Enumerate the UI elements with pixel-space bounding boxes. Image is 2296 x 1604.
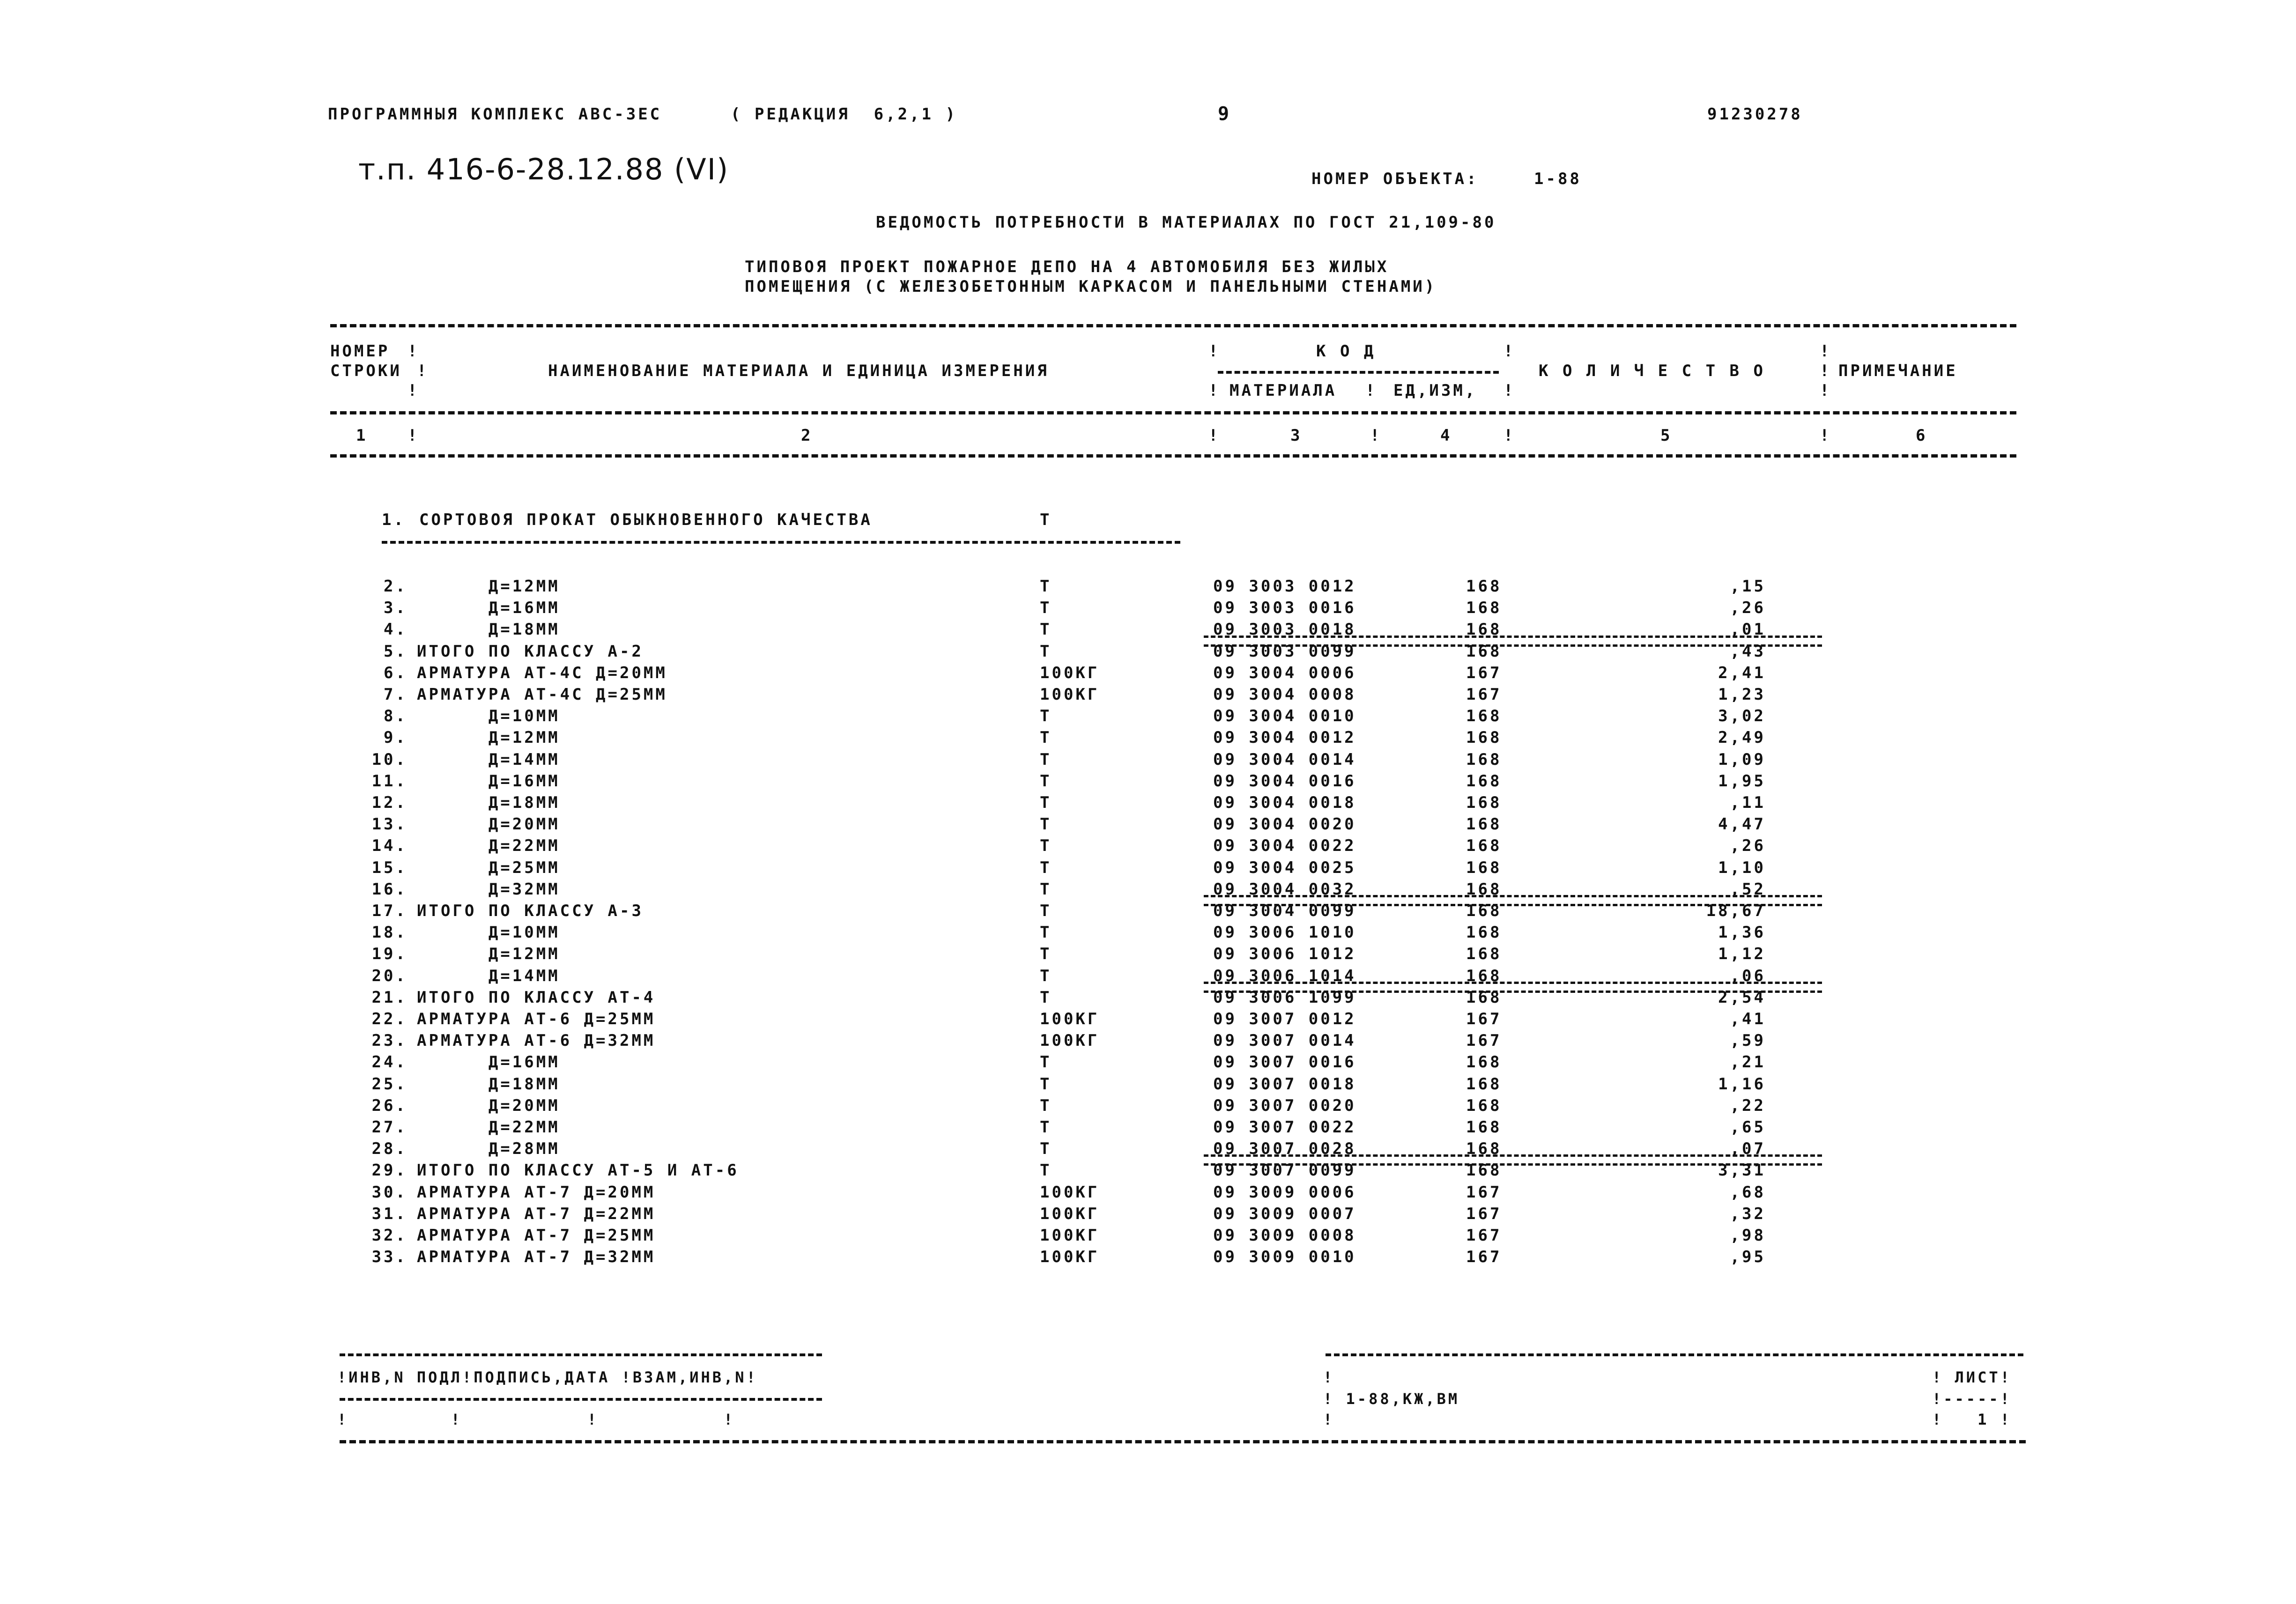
- row-number: 9.: [384, 728, 407, 747]
- material-code: 09 3004 0032: [1213, 880, 1356, 899]
- table-row: [0, 772, 2014, 793]
- col-divider: !: [407, 381, 417, 400]
- table-row: [0, 988, 2014, 1010]
- col-material-label: МАТЕРИАЛА: [1229, 381, 1337, 400]
- material-code: 09 3007 0018: [1213, 1074, 1356, 1094]
- quantity: ,07: [1730, 1139, 1766, 1159]
- material-name: АРМАТУРА АТ-7 Д=20ММ: [417, 1183, 656, 1202]
- row-number: 32.: [371, 1226, 407, 1245]
- col-note-label: ПРИМЕЧАНИЕ: [1838, 362, 1958, 380]
- table-row: [0, 1183, 2014, 1205]
- quantity: 1,36: [1718, 923, 1766, 942]
- unit-of-measure: Т: [1040, 1096, 1052, 1115]
- col-code-label: К О Д: [1316, 342, 1376, 361]
- col-divider: !: [1820, 426, 1829, 445]
- unit-code: 168: [1466, 1053, 1502, 1072]
- unit-code: 168: [1466, 945, 1502, 964]
- doc-code-bar-top: !: [1323, 1368, 1335, 1386]
- quantity: 2,41: [1718, 663, 1766, 682]
- row-number: 2.: [384, 577, 407, 596]
- material-code: 09 3004 0022: [1213, 836, 1356, 856]
- material-name: АРМАТУРА АТ-6 Д=25ММ: [417, 1010, 656, 1028]
- material-name: АРМАТУРА АТ-6 Д=32ММ: [417, 1031, 656, 1050]
- row-number: 25.: [371, 1074, 407, 1094]
- material-name: АРМАТУРА АТ-7 Д=25ММ: [417, 1226, 656, 1245]
- row-number: 4.: [384, 620, 407, 639]
- quantity: 1,10: [1718, 858, 1766, 877]
- table-row: [0, 1031, 2014, 1053]
- material-name: Д=12ММ: [417, 728, 560, 747]
- doc-number: 91230278: [1707, 105, 1803, 124]
- unit-code: 168: [1466, 620, 1502, 639]
- quantity: ,68: [1730, 1183, 1766, 1202]
- row-number: 5.: [384, 642, 407, 661]
- col-unit-label: ЕД,ИЗМ,: [1393, 381, 1477, 400]
- material-code: 09 3007 0020: [1213, 1096, 1356, 1115]
- row-number: 8.: [384, 707, 407, 726]
- material-code: 09 3007 0016: [1213, 1053, 1356, 1072]
- handwritten-reference: т.п. 416-6-28.12.88 (VI): [358, 152, 729, 186]
- material-name: ИТОГО ПО КЛАССУ АТ-5 И АТ-6: [417, 1161, 739, 1180]
- col-divider: !: [1208, 426, 1218, 445]
- material-code: 09 3003 0012: [1213, 577, 1356, 596]
- table-row: [0, 793, 2014, 815]
- unit-of-measure: 100КГ: [1040, 1248, 1100, 1267]
- unit-of-measure: 100КГ: [1040, 1204, 1100, 1223]
- material-code: 09 3006 1014: [1213, 966, 1356, 985]
- quantity: ,52: [1730, 880, 1766, 899]
- section-underline: [382, 541, 1180, 544]
- quantity: ,15: [1730, 577, 1766, 596]
- unit-code: 167: [1466, 685, 1502, 704]
- material-code: 09 3007 0099: [1213, 1161, 1356, 1180]
- material-code: 09 3004 0099: [1213, 902, 1356, 920]
- table-row: [0, 858, 2014, 880]
- row-number: 33.: [371, 1248, 407, 1267]
- program-name: ПРОГРАММНЫЯ КОМПЛЕКС АВС-ЗЕС: [328, 105, 662, 124]
- unit-of-measure: Т: [1040, 836, 1052, 856]
- table-row: [0, 577, 2014, 599]
- quantity: 3,31: [1718, 1161, 1766, 1180]
- quantity: ,22: [1730, 1096, 1766, 1115]
- doc-code: ! 1-88,КЖ,ВМ: [1323, 1390, 1460, 1408]
- unit-of-measure: Т: [1040, 945, 1052, 964]
- table-row: [0, 664, 2014, 685]
- row-number: 29.: [371, 1161, 407, 1180]
- row-number: 11.: [371, 771, 407, 791]
- material-name: Д=10ММ: [417, 707, 560, 726]
- col-divider: !: [407, 426, 417, 445]
- table-row: [0, 685, 2014, 707]
- material-code: 09 3004 0006: [1213, 663, 1356, 682]
- material-code: 09 3007 0022: [1213, 1118, 1356, 1137]
- row-number: 6.: [384, 663, 407, 682]
- unit-of-measure: Т: [1040, 1053, 1052, 1072]
- material-name: ИТОГО ПО КЛАССУ А-2: [417, 642, 644, 661]
- row-number: 30.: [371, 1183, 407, 1202]
- row-number: 15.: [371, 858, 407, 877]
- material-code: 09 3004 0008: [1213, 685, 1356, 704]
- col-divider: !: [1504, 342, 1513, 361]
- col-divider: !: [1504, 426, 1513, 445]
- unit-code: 167: [1466, 1204, 1502, 1223]
- stamp-bottom-rule: [340, 1440, 2026, 1443]
- col-divider: !: [1820, 362, 1829, 380]
- quantity: 1,16: [1718, 1074, 1766, 1094]
- unit-code: 168: [1466, 599, 1502, 618]
- row-number: 17.: [371, 902, 407, 920]
- section-unit: Т: [1040, 510, 1052, 529]
- material-name: Д=20ММ: [417, 1096, 560, 1115]
- material-code: 09 3004 0012: [1213, 728, 1356, 747]
- quantity: ,43: [1730, 642, 1766, 661]
- table-row: [0, 1010, 2014, 1031]
- table-row: [0, 902, 2014, 923]
- quantity: ,06: [1730, 966, 1766, 985]
- material-code: 09 3006 1012: [1213, 945, 1356, 964]
- material-code: 09 3007 0012: [1213, 1010, 1356, 1028]
- col-divider: !: [1208, 342, 1218, 361]
- col-rowno-label-2: СТРОКИ: [330, 362, 402, 380]
- table-row: [0, 707, 2014, 728]
- sheet-label: ! ЛИСТ!: [1932, 1368, 2012, 1386]
- material-name: Д=22ММ: [417, 1118, 560, 1137]
- table-top-rule: [330, 324, 2016, 327]
- material-name: ИТОГО ПО КЛАССУ АТ-4: [417, 988, 656, 1007]
- table-row: [0, 1161, 2014, 1183]
- unit-of-measure: Т: [1040, 771, 1052, 791]
- col-divider: !: [1365, 381, 1375, 400]
- unit-code: 168: [1466, 642, 1502, 661]
- unit-of-measure: Т: [1040, 1118, 1052, 1137]
- unit-of-measure: Т: [1040, 707, 1052, 726]
- material-name: Д=20ММ: [417, 815, 560, 834]
- material-code: 09 3004 0010: [1213, 707, 1356, 726]
- unit-code: 168: [1466, 1118, 1502, 1137]
- material-code: 09 3009 0008: [1213, 1226, 1356, 1245]
- material-name: Д=18ММ: [417, 1074, 560, 1094]
- material-name: Д=16ММ: [417, 599, 560, 618]
- unit-code: 168: [1466, 728, 1502, 747]
- unit-code: 168: [1466, 836, 1502, 856]
- quantity: ,11: [1730, 793, 1766, 812]
- row-number: 18.: [371, 923, 407, 942]
- unit-code: 168: [1466, 1139, 1502, 1159]
- stamp-mid-rule: [340, 1398, 822, 1401]
- quantity: ,41: [1730, 1010, 1766, 1028]
- unit-code: 168: [1466, 750, 1502, 769]
- col-number-2: 2: [801, 426, 813, 445]
- row-number: 24.: [371, 1053, 407, 1072]
- table-row: [0, 836, 2014, 858]
- object-value: 1-88: [1534, 170, 1582, 188]
- row-number: 12.: [371, 793, 407, 812]
- doc-code-bar-bottom: !: [1323, 1411, 1335, 1428]
- table-row: [0, 1248, 2014, 1269]
- section-title: СОРТОВОЯ ПРОКАТ ОБЫКНОВЕННОГО КАЧЕСТВА: [419, 510, 873, 529]
- col-name-label: НАИМЕНОВАНИЕ МАТЕРИАЛА И ЕДИНИЦА ИЗМЕРЕНИЯ: [548, 362, 1049, 380]
- col-number-5: 5: [1660, 426, 1673, 445]
- unit-of-measure: Т: [1040, 815, 1052, 834]
- stamp-top-rule-right: [1326, 1353, 2023, 1356]
- col-divider: !: [417, 362, 427, 380]
- unit-of-measure: Т: [1040, 577, 1052, 596]
- unit-of-measure: 100КГ: [1040, 663, 1100, 682]
- col-divider: !: [407, 342, 417, 361]
- material-code: 09 3003 0018: [1213, 620, 1356, 639]
- unit-of-measure: Т: [1040, 858, 1052, 877]
- unit-code: 168: [1466, 880, 1502, 899]
- unit-code: 168: [1466, 793, 1502, 812]
- unit-code: 167: [1466, 1031, 1502, 1050]
- material-name: Д=22ММ: [417, 836, 560, 856]
- table-row: [0, 815, 2014, 836]
- material-code: 09 3009 0007: [1213, 1204, 1356, 1223]
- col-rowno-label-1: НОМЕР: [330, 342, 390, 361]
- quantity: ,01: [1730, 620, 1766, 639]
- material-code: 09 3004 0016: [1213, 771, 1356, 791]
- col-divider: !: [1504, 381, 1513, 400]
- material-name: АРМАТУРА АТ-4С Д=20ММ: [417, 663, 667, 682]
- col-number-1: 1: [356, 426, 368, 445]
- table-row: [0, 923, 2014, 945]
- material-code: 09 3004 0014: [1213, 750, 1356, 769]
- col-number-4: 4: [1440, 426, 1452, 445]
- unit-code: 167: [1466, 663, 1502, 682]
- col-number-3: 3: [1290, 426, 1303, 445]
- statement-title: ВЕДОМОСТЬ ПОТРЕБНОСТИ В МАТЕРИАЛАХ ПО ГОСТ 21,109-80: [876, 213, 1496, 232]
- material-name: Д=18ММ: [417, 620, 560, 639]
- quantity: 2,49: [1718, 728, 1766, 747]
- material-name: АРМАТУРА АТ-7 Д=32ММ: [417, 1248, 656, 1267]
- material-code: 09 3006 1010: [1213, 923, 1356, 942]
- row-number: 26.: [371, 1096, 407, 1115]
- section-number: 1.: [382, 510, 406, 529]
- row-number: 14.: [371, 836, 407, 856]
- code-subdivider: [1218, 371, 1499, 374]
- material-name: Д=16ММ: [417, 1053, 560, 1072]
- quantity: 1,12: [1718, 945, 1766, 964]
- row-number: 13.: [371, 815, 407, 834]
- quantity: ,59: [1730, 1031, 1766, 1050]
- unit-of-measure: Т: [1040, 923, 1052, 942]
- material-code: 09 3003 0099: [1213, 642, 1356, 661]
- stamp-cells: ! ! ! !: [337, 1411, 735, 1428]
- unit-code: 167: [1466, 1010, 1502, 1028]
- unit-code: 168: [1466, 902, 1502, 920]
- material-code: 09 3004 0020: [1213, 815, 1356, 834]
- unit-of-measure: 100КГ: [1040, 1010, 1100, 1028]
- col-divider: !: [1820, 342, 1829, 361]
- material-name: Д=12ММ: [417, 577, 560, 596]
- quantity: 1,95: [1718, 771, 1766, 791]
- material-name: Д=28ММ: [417, 1139, 560, 1159]
- unit-code: 168: [1466, 858, 1502, 877]
- material-code: 09 3006 1099: [1213, 988, 1356, 1007]
- material-code: 09 3004 0025: [1213, 858, 1356, 877]
- unit-code: 168: [1466, 1074, 1502, 1094]
- row-number: 31.: [371, 1204, 407, 1223]
- material-code: 09 3007 0028: [1213, 1139, 1356, 1159]
- unit-of-measure: Т: [1040, 728, 1052, 747]
- material-name: АРМАТУРА АТ-7 Д=22ММ: [417, 1204, 656, 1223]
- material-name: Д=16ММ: [417, 771, 560, 791]
- quantity: 18,67: [1706, 902, 1766, 920]
- col-quantity-label: К О Л И Ч Е С Т В О: [1539, 362, 1765, 380]
- sheet-number: ! 1 !: [1932, 1411, 2012, 1428]
- unit-code: 167: [1466, 1183, 1502, 1202]
- quantity: 2,54: [1718, 988, 1766, 1007]
- material-name: Д=14ММ: [417, 966, 560, 985]
- unit-code: 167: [1466, 1226, 1502, 1245]
- material-code: 09 3007 0014: [1213, 1031, 1356, 1050]
- table-row: [0, 1118, 2014, 1139]
- unit-of-measure: Т: [1040, 966, 1052, 985]
- material-name: Д=32ММ: [417, 880, 560, 899]
- header-bottom-rule: [330, 454, 2016, 458]
- material-name: Д=25ММ: [417, 858, 560, 877]
- row-number: 19.: [371, 945, 407, 964]
- unit-code: 168: [1466, 923, 1502, 942]
- row-number: 28.: [371, 1139, 407, 1159]
- row-number: 7.: [384, 685, 407, 704]
- quantity: ,98: [1730, 1226, 1766, 1245]
- unit-of-measure: Т: [1040, 988, 1052, 1007]
- unit-code: 168: [1466, 966, 1502, 985]
- row-number: 27.: [371, 1118, 407, 1137]
- unit-code: 168: [1466, 1161, 1502, 1180]
- row-number: 20.: [371, 966, 407, 985]
- unit-code: 168: [1466, 1096, 1502, 1115]
- material-name: ИТОГО ПО КЛАССУ А-3: [417, 902, 644, 920]
- row-number: 10.: [371, 750, 407, 769]
- unit-code: 168: [1466, 707, 1502, 726]
- material-code: 09 3009 0010: [1213, 1248, 1356, 1267]
- row-number: 16.: [371, 880, 407, 899]
- unit-of-measure: Т: [1040, 620, 1052, 639]
- material-name: Д=14ММ: [417, 750, 560, 769]
- material-name: Д=12ММ: [417, 945, 560, 964]
- quantity: ,65: [1730, 1118, 1766, 1137]
- object-label: НОМЕР ОБЪЕКТА:: [1311, 170, 1479, 188]
- table-row: [0, 642, 2014, 664]
- material-code: 09 3009 0006: [1213, 1183, 1356, 1202]
- unit-code: 167: [1466, 1248, 1502, 1267]
- quantity: 1,09: [1718, 750, 1766, 769]
- material-code: 09 3003 0016: [1213, 599, 1356, 618]
- col-divider: !: [1208, 381, 1218, 400]
- unit-of-measure: Т: [1040, 902, 1052, 920]
- table-row: [0, 945, 2014, 966]
- quantity: ,32: [1730, 1204, 1766, 1223]
- unit-code: 168: [1466, 771, 1502, 791]
- stamp-header-fields: !ИНВ,N ПОДЛ!ПОДПИСЬ,ДАТА !ВЗАМ,ИНВ,N!: [337, 1368, 758, 1386]
- unit-of-measure: 100КГ: [1040, 685, 1100, 704]
- quantity: 4,47: [1718, 815, 1766, 834]
- quantity: ,26: [1730, 836, 1766, 856]
- header-mid-rule: [330, 411, 2016, 414]
- col-number-6: 6: [1916, 426, 1928, 445]
- unit-code: 168: [1466, 815, 1502, 834]
- row-number: 3.: [384, 599, 407, 618]
- stamp-top-rule-left: [340, 1353, 822, 1356]
- table-row: [0, 599, 2014, 620]
- unit-of-measure: 100КГ: [1040, 1183, 1100, 1202]
- sheet-divider: !-----!: [1932, 1390, 2012, 1408]
- quantity: ,21: [1730, 1053, 1766, 1072]
- quantity: ,26: [1730, 599, 1766, 618]
- unit-of-measure: Т: [1040, 1074, 1052, 1094]
- unit-of-measure: Т: [1040, 750, 1052, 769]
- quantity: ,95: [1730, 1248, 1766, 1267]
- unit-of-measure: 100КГ: [1040, 1031, 1100, 1050]
- row-number: 23.: [371, 1031, 407, 1050]
- table-row: [0, 1075, 2014, 1096]
- unit-of-measure: Т: [1040, 1161, 1052, 1180]
- table-row: [0, 1096, 2014, 1118]
- material-name: АРМАТУРА АТ-4С Д=25ММ: [417, 685, 667, 704]
- page-mark: 9: [1218, 103, 1232, 125]
- project-title-line1: ТИПОВОЯ ПРОЕКТ ПОЖАРНОЕ ДЕПО НА 4 АВТОМОБИЛЯ БЕЗ ЖИЛЫХ: [745, 258, 1389, 276]
- edition: ( РЕДАКЦИЯ 6,2,1 ): [731, 105, 957, 124]
- unit-code: 168: [1466, 577, 1502, 596]
- unit-of-measure: Т: [1040, 642, 1052, 661]
- table-row: [0, 1226, 2014, 1248]
- col-divider: !: [1820, 381, 1829, 400]
- unit-of-measure: Т: [1040, 880, 1052, 899]
- table-row: [0, 728, 2014, 750]
- material-name: Д=10ММ: [417, 923, 560, 942]
- quantity: 3,02: [1718, 707, 1766, 726]
- table-row: [0, 1053, 2014, 1074]
- col-divider: !: [1370, 426, 1380, 445]
- unit-of-measure: 100КГ: [1040, 1226, 1100, 1245]
- quantity: 1,23: [1718, 685, 1766, 704]
- unit-code: 168: [1466, 988, 1502, 1007]
- unit-of-measure: Т: [1040, 793, 1052, 812]
- material-name: Д=18ММ: [417, 793, 560, 812]
- material-code: 09 3004 0018: [1213, 793, 1356, 812]
- unit-of-measure: Т: [1040, 1139, 1052, 1159]
- project-title-line2: ПОМЕЩЕНИЯ (С ЖЕЛЕЗОБЕТОННЫМ КАРКАСОМ И ПАНЕЛЬНЫМИ СТЕНАМИ): [745, 277, 1437, 296]
- table-row: [0, 1205, 2014, 1226]
- unit-of-measure: Т: [1040, 599, 1052, 618]
- row-number: 22.: [371, 1010, 407, 1028]
- table-row: [0, 750, 2014, 772]
- row-number: 21.: [371, 988, 407, 1007]
